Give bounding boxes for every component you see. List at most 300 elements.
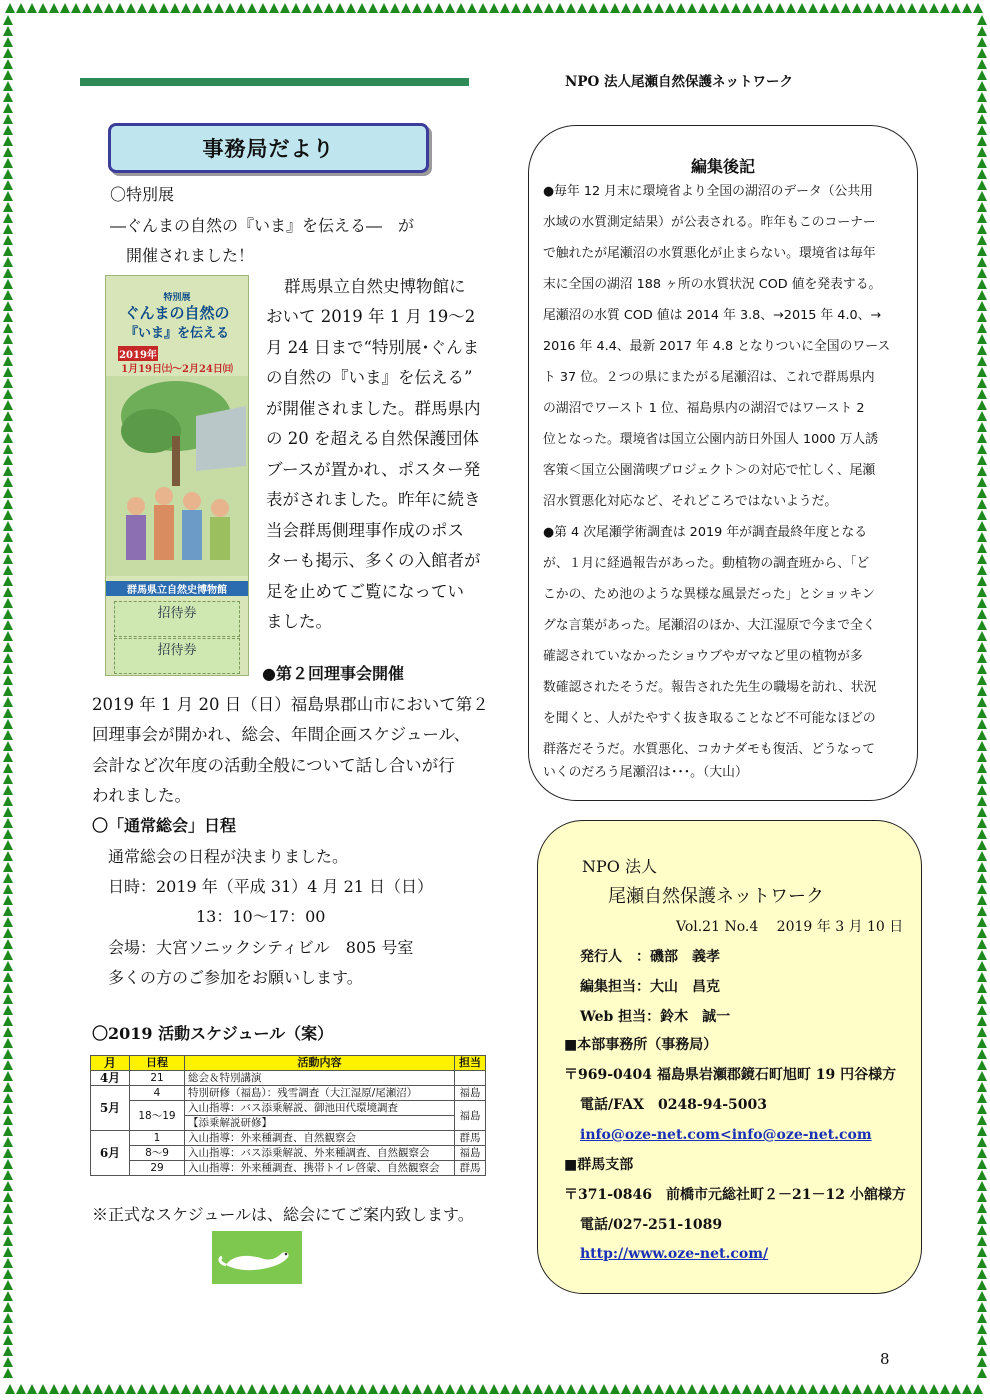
cell-owner: 群馬 — [455, 1161, 486, 1176]
border-tree — [753, 3, 763, 13]
border-tree — [977, 1170, 987, 1180]
border-tree — [3, 290, 13, 300]
poster-illustration — [106, 376, 249, 576]
border-tree — [577, 3, 587, 13]
border-tree — [522, 3, 532, 13]
editor-notes-line: 末に全国の湖沼 188 ヶ所の水質状況 COD 値を発表する。 — [543, 277, 882, 292]
border-tree — [3, 1181, 13, 1191]
border-tree — [203, 1384, 213, 1394]
border-tree — [247, 3, 257, 13]
border-tree — [977, 59, 987, 69]
publisher-info-box — [537, 820, 922, 1294]
border-tree — [753, 1384, 763, 1394]
border-tree — [522, 1384, 532, 1394]
border-tree — [599, 3, 609, 13]
border-tree — [977, 1357, 987, 1367]
poster-year: 2019年 — [118, 346, 158, 361]
border-tree — [977, 1038, 987, 1048]
border-tree — [104, 3, 114, 13]
border-tree — [977, 356, 987, 366]
border-tree — [511, 1384, 521, 1394]
border-tree — [977, 521, 987, 531]
border-tree — [977, 114, 987, 124]
border-tree — [3, 246, 13, 256]
border-tree — [3, 191, 13, 201]
border-tree — [977, 884, 987, 894]
border-tree — [977, 1313, 987, 1323]
border-tree — [269, 1384, 279, 1394]
cell-day: 1 — [130, 1131, 185, 1146]
border-tree — [977, 653, 987, 663]
border-tree — [977, 1027, 987, 1037]
border-tree — [379, 3, 389, 13]
border-tree — [977, 499, 987, 509]
border-tree — [225, 3, 235, 13]
border-tree — [357, 3, 367, 13]
border-tree — [977, 818, 987, 828]
border-tree — [3, 114, 13, 124]
border-tree — [3, 70, 13, 80]
border-tree — [390, 1384, 400, 1394]
board-meeting-heading: ●第２回理事会開催 — [262, 664, 404, 683]
publisher-issue: Vol.21 No.4 2019 年 3 月 10 日 — [676, 919, 904, 935]
border-tree — [3, 433, 13, 443]
border-tree — [940, 3, 950, 13]
border-tree — [863, 3, 873, 13]
publisher-issuer: 発行人 ：磯部 義孝 — [580, 949, 720, 965]
border-tree — [977, 1093, 987, 1103]
col-day: 日程 — [130, 1056, 185, 1071]
border-tree — [3, 1203, 13, 1213]
publisher-web: Web 担当：鈴木 誠一 — [580, 1009, 731, 1025]
border-tree — [3, 477, 13, 487]
cell-owner: 福島 — [455, 1101, 486, 1131]
border-tree — [918, 3, 928, 13]
border-tree — [977, 1115, 987, 1125]
border-tree — [412, 1384, 422, 1394]
border-tree — [3, 411, 13, 421]
border-tree — [977, 961, 987, 971]
weasel-illustration — [212, 1231, 302, 1284]
table-row — [91, 1101, 486, 1116]
border-tree — [390, 3, 400, 13]
border-tree — [709, 1384, 719, 1394]
poster-museum: 群馬県立自然史博物館 — [106, 581, 248, 596]
cell-content: 入山指導：バス添乗解説、外来種調査、自然観察会 — [185, 1146, 455, 1161]
border-tree — [3, 730, 13, 740]
border-tree — [192, 3, 202, 13]
editor-notes-line: の湖沼でワースト 1 位、福島県内の湖沼ではワースト 2 — [543, 401, 865, 416]
cell-month: 4月 — [91, 1071, 130, 1086]
poster-ticket-2: 招待券 — [114, 638, 240, 674]
border-tree — [3, 1247, 13, 1257]
border-tree — [71, 1384, 81, 1394]
border-tree — [192, 1384, 202, 1394]
border-tree — [977, 1137, 987, 1147]
col-month: 月 — [91, 1056, 130, 1071]
border-tree — [973, 3, 983, 13]
border-tree — [324, 3, 334, 13]
border-tree — [478, 1384, 488, 1394]
border-tree — [445, 1384, 455, 1394]
border-tree — [82, 3, 92, 13]
border-tree — [929, 3, 939, 13]
border-tree — [60, 1384, 70, 1394]
editor-notes-line: 位となった。環境省は国立公園内訪日外国人 1000 万人誘 — [543, 432, 879, 447]
border-tree — [236, 1384, 246, 1394]
border-tree — [3, 1016, 13, 1026]
editor-notes-line: 水域の水質測定結果）が公表される。昨年もこのコーナー — [543, 215, 876, 230]
border-tree — [456, 1384, 466, 1394]
border-tree — [423, 1384, 433, 1394]
border-tree — [3, 15, 13, 25]
border-tree — [236, 3, 246, 13]
border-tree — [489, 3, 499, 13]
border-tree — [401, 3, 411, 13]
border-tree — [819, 3, 829, 13]
editor-notes-line: ●毎年 12 月末に環境省より全国の湖沼のデータ（公共用 — [543, 184, 873, 199]
border-tree — [3, 598, 13, 608]
border-tree — [170, 3, 180, 13]
border-tree — [203, 3, 213, 13]
border-tree — [368, 3, 378, 13]
border-tree — [977, 213, 987, 223]
cell-month: 6月 — [91, 1131, 130, 1176]
border-tree — [977, 1060, 987, 1070]
border-tree — [3, 1060, 13, 1070]
border-tree — [71, 3, 81, 13]
editor-notes-line: を聞くと、人がたやすく抜き取ることなど不可能なほどの — [543, 711, 876, 726]
border-tree — [977, 180, 987, 190]
border-tree — [335, 1384, 345, 1394]
border-tree — [467, 3, 477, 13]
cell-day: 8～9 — [130, 1146, 185, 1161]
border-tree — [720, 1384, 730, 1394]
border-tree — [3, 796, 13, 806]
body-line: が開催されました。群馬県内 — [266, 399, 481, 418]
border-tree — [3, 994, 13, 1004]
border-tree — [742, 3, 752, 13]
border-tree — [977, 48, 987, 58]
board-meeting-line: われました。 — [92, 786, 191, 805]
border-tree — [731, 1384, 741, 1394]
border-tree — [3, 1313, 13, 1323]
border-tree — [3, 455, 13, 465]
border-tree — [3, 334, 13, 344]
border-tree — [687, 3, 697, 13]
border-tree — [3, 1357, 13, 1367]
border-tree — [977, 235, 987, 245]
border-tree — [511, 3, 521, 13]
border-tree — [687, 1384, 697, 1394]
border-tree — [3, 807, 13, 817]
border-tree — [3, 1137, 13, 1147]
editor-notes-box — [528, 125, 918, 801]
border-tree — [676, 1384, 686, 1394]
border-tree — [3, 224, 13, 234]
border-tree — [478, 3, 488, 13]
border-tree — [357, 1384, 367, 1394]
border-tree — [566, 1384, 576, 1394]
border-tree — [3, 840, 13, 850]
cell-content: 入山指導：バス添乗解説、御池田代環境調査 — [185, 1101, 455, 1116]
special-exhibit-subtitle: ―ぐんまの自然の『いま』を伝える― が — [110, 216, 415, 235]
border-tree — [632, 1384, 642, 1394]
border-tree — [3, 1192, 13, 1202]
border-tree — [977, 1159, 987, 1169]
border-tree — [126, 3, 136, 13]
border-tree — [3, 664, 13, 674]
editor-notes-line: ●第 4 次尾瀬学術調査は 2019 年が調査最終年度となる — [543, 525, 868, 540]
border-tree — [977, 1082, 987, 1092]
editor-notes-line: 数確認されたそうだ。報告された先生の職場を訪れ、状況 — [543, 680, 877, 695]
border-tree — [621, 3, 631, 13]
border-tree — [977, 576, 987, 586]
border-tree — [977, 1247, 987, 1257]
border-tree — [676, 3, 686, 13]
border-tree — [977, 1203, 987, 1213]
border-tree — [977, 169, 987, 179]
table-row — [91, 1131, 486, 1146]
body-line: ブースが置かれ、ポスター発 — [266, 460, 481, 479]
board-meeting-line: 2019 年 1 月 20 日（日）福島県郡山市において第２ — [92, 695, 489, 714]
border-tree — [159, 1384, 169, 1394]
border-tree — [709, 3, 719, 13]
border-tree — [3, 444, 13, 454]
border-tree — [621, 1384, 631, 1394]
border-tree — [654, 1384, 664, 1394]
border-tree — [977, 323, 987, 333]
border-tree — [977, 1049, 987, 1059]
border-tree — [467, 1384, 477, 1394]
border-tree — [3, 752, 13, 762]
border-tree — [3, 356, 13, 366]
border-tree — [3, 1302, 13, 1312]
border-tree — [977, 466, 987, 476]
border-tree — [148, 1384, 158, 1394]
border-tree — [3, 136, 13, 146]
border-tree — [874, 3, 884, 13]
border-tree — [977, 1269, 987, 1279]
border-tree — [973, 1384, 983, 1394]
border-tree — [977, 81, 987, 91]
border-tree — [3, 26, 13, 36]
border-tree — [3, 774, 13, 784]
border-tree — [977, 345, 987, 355]
border-tree — [977, 312, 987, 322]
border-tree — [977, 895, 987, 905]
border-tree — [401, 1384, 411, 1394]
border-tree — [742, 1384, 752, 1394]
border-tree — [566, 3, 576, 13]
border-tree — [3, 708, 13, 718]
border-tree — [977, 455, 987, 465]
border-tree — [93, 3, 103, 13]
general-meeting-venue: 会場：大宮ソニックシティビル 805 号室 — [108, 938, 414, 957]
border-tree — [962, 1384, 972, 1394]
border-tree — [3, 1104, 13, 1114]
border-tree — [977, 1291, 987, 1301]
border-tree — [830, 1384, 840, 1394]
border-tree — [3, 763, 13, 773]
border-tree — [808, 1384, 818, 1394]
border-tree — [3, 1082, 13, 1092]
border-tree — [533, 3, 543, 13]
border-tree — [3, 1159, 13, 1169]
border-tree — [82, 1384, 92, 1394]
border-tree — [665, 1384, 675, 1394]
border-tree — [137, 1384, 147, 1394]
border-tree — [907, 3, 917, 13]
branch-phone: 電話/027-251-1089 — [580, 1217, 723, 1233]
border-tree — [977, 598, 987, 608]
border-tree — [3, 521, 13, 531]
border-tree — [3, 103, 13, 113]
border-tree — [907, 1384, 917, 1394]
cell-content: 入山指導：外来種調査、携帯トイレ啓蒙、自然観察会 — [185, 1161, 455, 1176]
border-tree — [3, 554, 13, 564]
border-tree — [977, 334, 987, 344]
board-meeting-line: 会計など次年度の活動全般について話し合いが行 — [92, 756, 455, 775]
border-tree — [665, 3, 675, 13]
border-tree — [3, 1170, 13, 1180]
border-tree — [3, 510, 13, 520]
border-tree — [918, 1384, 928, 1394]
border-tree — [3, 686, 13, 696]
border-tree — [3, 741, 13, 751]
border-tree — [115, 1384, 125, 1394]
border-tree — [445, 3, 455, 13]
border-tree — [3, 851, 13, 861]
border-tree — [3, 1324, 13, 1334]
border-tree — [16, 1384, 26, 1394]
border-tree — [977, 1005, 987, 1015]
border-tree — [324, 1384, 334, 1394]
border-tree — [977, 664, 987, 674]
border-tree — [977, 1302, 987, 1312]
border-tree — [977, 1192, 987, 1202]
special-exhibit-subtitle2: 開催されました！ — [126, 246, 255, 265]
border-tree — [423, 3, 433, 13]
border-tree — [698, 1384, 708, 1394]
border-tree — [977, 279, 987, 289]
border-tree — [3, 92, 13, 102]
border-tree — [977, 873, 987, 883]
hq-email-link[interactable]: info@oze-net.com<info@oze-net.com — [580, 1127, 872, 1143]
border-tree — [951, 1384, 961, 1394]
border-tree — [852, 1384, 862, 1394]
border-tree — [610, 3, 620, 13]
border-tree — [977, 917, 987, 927]
border-tree — [977, 675, 987, 685]
cell-owner: 福島 — [455, 1086, 486, 1101]
editor-notes-title: 編集後記 — [690, 157, 755, 176]
border-tree — [3, 620, 13, 630]
border-tree — [977, 1368, 987, 1378]
border-tree — [808, 3, 818, 13]
body-line: の 20 を超える自然保護団体 — [266, 429, 479, 448]
border-tree — [977, 136, 987, 146]
border-tree — [3, 532, 13, 542]
border-tree — [977, 785, 987, 795]
border-tree — [3, 950, 13, 960]
border-tree — [3, 1368, 13, 1378]
border-tree — [977, 1104, 987, 1114]
header-bar — [80, 78, 469, 86]
border-tree — [962, 3, 972, 13]
border-tree — [313, 1384, 323, 1394]
website-link[interactable]: http://www.oze-net.com/ — [580, 1246, 769, 1262]
border-tree — [977, 224, 987, 234]
cell-content: 特別研修（福島）：残雪調査（大江湿原/尾瀬沼） — [185, 1086, 455, 1101]
cell-owner — [455, 1071, 486, 1086]
editor-notes-line: 客策＜国立公園満喫プロジェクト＞の対応で忙しく、尾瀬 — [543, 463, 876, 478]
border-tree — [797, 3, 807, 13]
border-tree — [977, 1236, 987, 1246]
border-tree — [258, 3, 268, 13]
schedule-note: ※正式なスケジュールは、総会にてご案内致します。 — [92, 1205, 474, 1224]
border-tree — [3, 1214, 13, 1224]
editor-notes-line: 2016 年 4.4、最新 2017 年 4.8 となりついに全国のワース — [543, 339, 891, 354]
border-tree — [588, 3, 598, 13]
border-tree — [3, 1335, 13, 1345]
border-tree — [977, 191, 987, 201]
cell-day: 4 — [130, 1086, 185, 1101]
border-tree — [977, 1126, 987, 1136]
border-tree — [977, 26, 987, 36]
border-tree — [38, 3, 48, 13]
poster-title2: 『いま』を伝える — [124, 326, 229, 341]
publisher-org-type: NPO 法人 — [582, 857, 657, 876]
border-tree — [3, 653, 13, 663]
border-tree — [977, 1225, 987, 1235]
border-tree — [3, 499, 13, 509]
border-tree — [654, 3, 664, 13]
table-row — [91, 1086, 486, 1101]
border-tree — [977, 840, 987, 850]
border-tree — [434, 1384, 444, 1394]
border-tree — [3, 235, 13, 245]
border-tree — [3, 873, 13, 883]
cell-owner: 福島 — [455, 1146, 486, 1161]
border-tree — [977, 246, 987, 256]
border-tree — [500, 1384, 510, 1394]
border-tree — [3, 268, 13, 278]
border-tree — [137, 3, 147, 13]
border-tree — [977, 620, 987, 630]
board-meeting-line: 回理事会が開かれ、総会、年間企画スケジュール、 — [92, 725, 471, 744]
border-tree — [977, 257, 987, 267]
border-tree — [977, 774, 987, 784]
border-tree — [3, 1346, 13, 1356]
border-tree — [3, 642, 13, 652]
border-tree — [3, 389, 13, 399]
border-tree — [977, 202, 987, 212]
exhibit-poster-image — [105, 275, 249, 676]
border-tree — [775, 3, 785, 13]
border-tree — [500, 3, 510, 13]
border-tree — [977, 697, 987, 707]
border-tree — [852, 3, 862, 13]
border-tree — [830, 3, 840, 13]
branch-heading: ■群馬支部 — [564, 1157, 634, 1173]
border-tree — [346, 3, 356, 13]
border-tree — [3, 983, 13, 993]
border-tree — [977, 1181, 987, 1191]
header-org-title: NPO 法人尾瀬自然保護ネットワーク — [565, 74, 793, 90]
border-tree — [302, 1384, 312, 1394]
border-tree — [27, 1384, 37, 1394]
